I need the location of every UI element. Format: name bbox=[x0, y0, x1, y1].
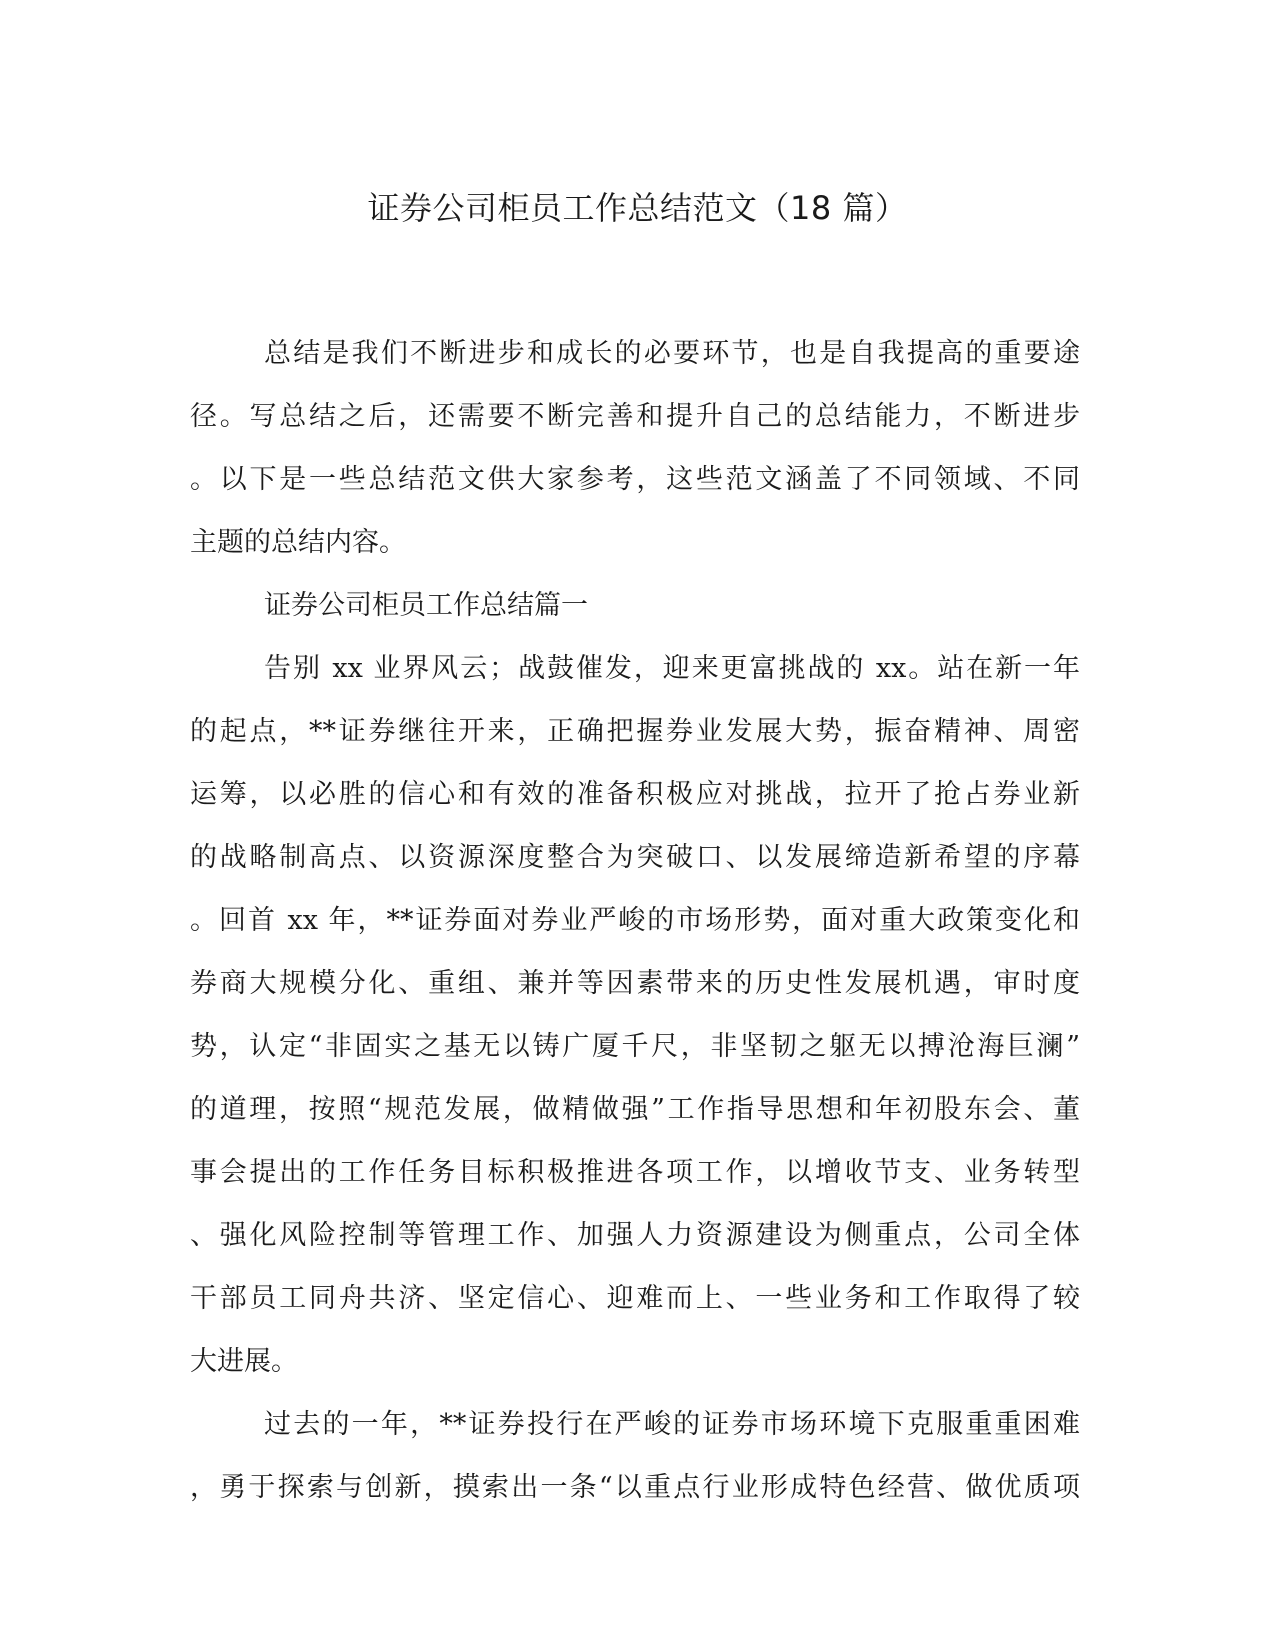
document-title: 证券公司柜员工作总结范文（18 篇） bbox=[367, 189, 908, 227]
paragraph-line: 过去的一年，**证券投行在严峻的证券市场环境下克服重重困难 bbox=[264, 1409, 1080, 1440]
paragraph-line: 大进展。 bbox=[190, 1346, 298, 1377]
paragraph-line: 主题的总结内容。 bbox=[190, 527, 406, 558]
paragraph-line: 的战略制高点、以资源深度整合为突破口、以发展缔造新希望的序幕 bbox=[190, 842, 1080, 873]
section-heading: 证券公司柜员工作总结篇一 bbox=[264, 590, 588, 621]
paragraph-line: 的起点，**证券继往开来，正确把握券业发展大势，振奋精神、周密 bbox=[190, 716, 1080, 747]
paragraph-line: 券商大规模分化、重组、兼并等因素带来的历史性发展机遇，审时度 bbox=[190, 968, 1080, 999]
paragraph-line: 事会提出的工作任务目标积极推进各项工作，以增收节支、业务转型 bbox=[190, 1157, 1080, 1188]
paragraph-line: 。以下是一些总结范文供大家参考，这些范文涵盖了不同领域、不同 bbox=[190, 464, 1080, 495]
paragraph-line: 干部员工同舟共济、坚定信心、迎难而上、一些业务和工作取得了较 bbox=[190, 1283, 1080, 1314]
paragraph-line: ，勇于探索与创新，摸索出一条“以重点行业形成特色经营、做优质项 bbox=[190, 1472, 1080, 1503]
paragraph-line: 告别 xx 业界风云；战鼓催发，迎来更富挑战的 xx。站在新一年 bbox=[264, 653, 1080, 684]
document-body bbox=[190, 322, 1080, 1519]
paragraph-line: 的道理，按照“规范发展，做精做强”工作指导思想和年初股东会、董 bbox=[190, 1094, 1080, 1125]
paragraph-line: 总结是我们不断进步和成长的必要环节，也是自我提高的重要途 bbox=[264, 338, 1080, 369]
paragraph-line: 、强化风险控制等管理工作、加强人力资源建设为侧重点，公司全体 bbox=[190, 1220, 1080, 1251]
paragraph-line: 径。写总结之后，还需要不断完善和提升自己的总结能力，不断进步 bbox=[190, 401, 1080, 432]
paragraph-line: 势，认定“非固实之基无以铸广厦千尺，非坚韧之躯无以搏沧海巨澜” bbox=[190, 1031, 1080, 1062]
paragraph-line: 。回首 xx 年，**证券面对券业严峻的市场形势，面对重大政策变化和 bbox=[190, 905, 1080, 936]
paragraph-line: 运筹，以必胜的信心和有效的准备积极应对挑战，拉开了抢占券业新 bbox=[190, 779, 1080, 810]
